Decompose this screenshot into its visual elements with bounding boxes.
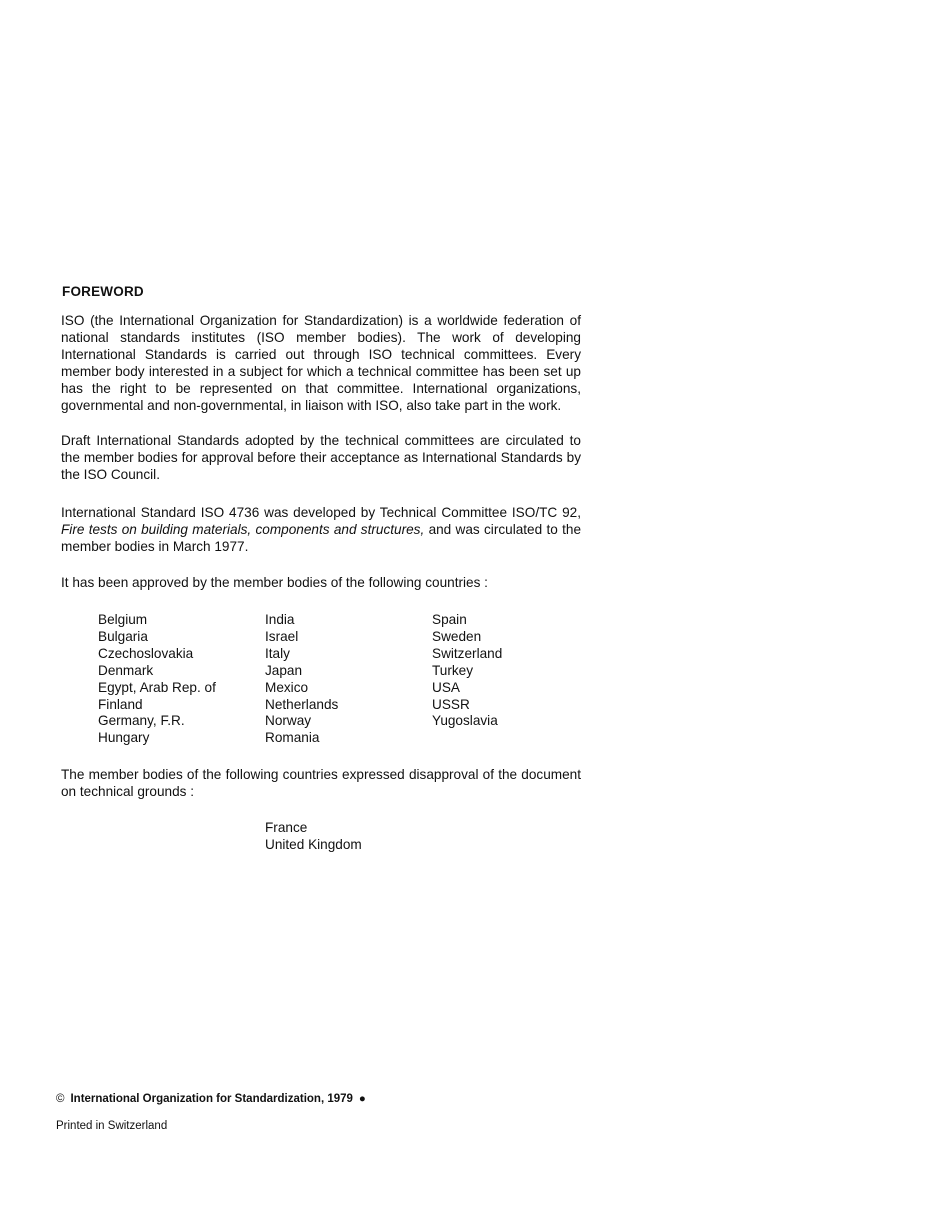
country-item: Spain: [432, 612, 467, 627]
country-item: Switzerland: [432, 645, 503, 661]
country-item: Sweden: [432, 628, 482, 644]
country-item: Japan: [265, 662, 303, 678]
country-item: United Kingdom: [265, 836, 362, 852]
committee-title: Fire tests on building materials, components and structures,: [61, 521, 425, 537]
country-item: Hungary: [98, 730, 150, 746]
foreword-heading: FOREWORD: [62, 284, 144, 299]
copyright-symbol: ©: [56, 1093, 65, 1105]
country-item: Romania: [265, 730, 320, 746]
country-item: Bulgaria: [98, 628, 148, 644]
approving-countries-column-3: [432, 612, 502, 730]
country-item: Italy: [265, 645, 290, 661]
country-item: Czechoslovakia: [98, 645, 194, 661]
country-item: Turkey: [432, 662, 474, 678]
country-item: France: [265, 820, 308, 835]
country-item: USA: [432, 679, 460, 695]
bullet-icon: ●: [358, 1093, 366, 1105]
disapproving-countries-list: [265, 820, 362, 854]
paragraph-iso-intro: ISO (the International Organization for Standardization) is a worldwide federation of national standards institutes (ISO member bodies). The work of developing International Standards is carried out through ISO technical committees. Every member body interested in a subject for which a technical committee has been set up has the right to be represented on that committee. International organizations, governmental and non-governmental, in liaison with ISO, also take part in the work.: [61, 313, 581, 413]
paragraph-disapproval: The member bodies of the following countries expressed disapproval of the document on technical grounds :: [61, 767, 581, 799]
country-item: Norway: [265, 713, 312, 729]
country-item: Yugoslavia: [432, 713, 498, 729]
paragraph-development-start: International Standard ISO 4736 was developed by Technical Committee ISO/TC 92,: [61, 505, 581, 520]
country-item: Finland: [98, 696, 143, 712]
country-item: USSR: [432, 696, 470, 712]
copyright-text: International Organization for Standardization, 1979: [70, 1093, 353, 1105]
approving-countries-column-1: [98, 612, 216, 747]
printed-in-note: Printed in Switzerland: [56, 1120, 168, 1132]
country-item: India: [265, 612, 295, 627]
paragraph-development: [61, 505, 581, 556]
country-item: Mexico: [265, 679, 309, 695]
paragraph-draft-standards: Draft International Standards adopted by the technical committees are circulated to the member bodies for approval before their acceptance as International Standards by the ISO Council.: [61, 433, 581, 482]
country-item: Belgium: [98, 612, 148, 627]
copyright-line: [56, 1093, 366, 1105]
country-item: Germany, F.R.: [98, 713, 185, 729]
country-item: Israel: [265, 628, 299, 644]
country-item: Denmark: [98, 662, 154, 678]
paragraph-development-end: and was circulated to the member bodies in March 1977.: [61, 521, 581, 554]
approving-countries-column-2: [265, 612, 338, 747]
paragraph-approval: It has been approved by the member bodies of the following countries :: [61, 575, 488, 590]
country-item: Netherlands: [265, 696, 339, 712]
country-item: Egypt, Arab Rep. of: [98, 679, 216, 695]
